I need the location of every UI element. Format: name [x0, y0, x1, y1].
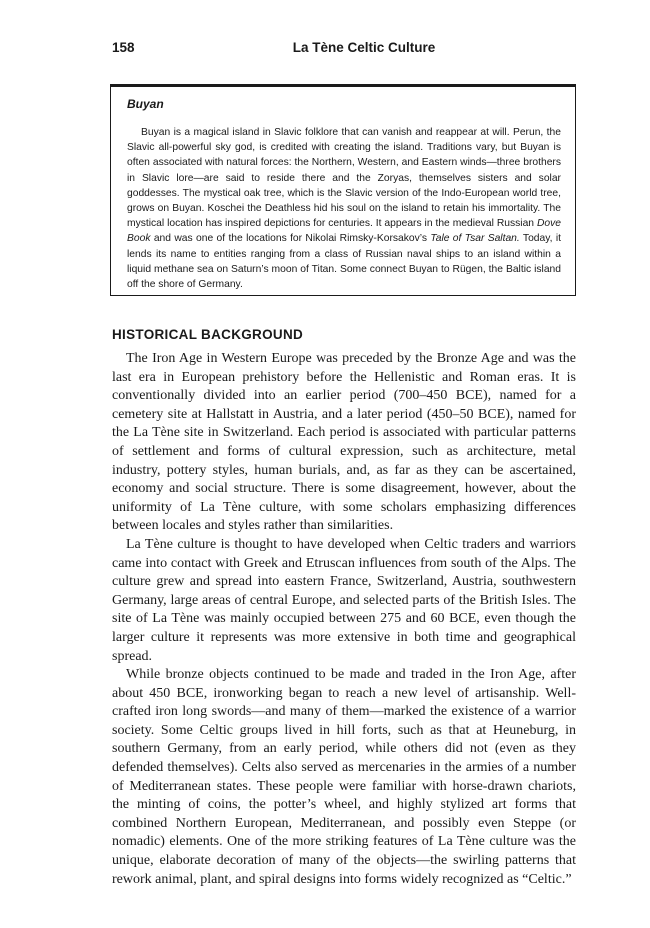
body-text: [112, 350, 576, 889]
sidebar-text-part-1: Buyan is a magical island in Slavic folklore that can vanish and reappear at will. Perun, the Slavic all-powerful sky god, is credited with creating the island. Traditions vary, but Buyan is often associated with natural forces: the Northern, Western, and Eastern winds—three brothers in Slavic lore—are said to reside there and the Zoryas, themselves sisters and solar goddesses. The mystical oak tree, which is the Slavic version of the Indo-European world tree, grows on Buyan. Koschei the Deathless hid his soul on the island to retain his immortality. The mystical location has inspired depictions for centuries. It appears in the medieval Russian: [127, 127, 561, 230]
page-number: 158: [112, 40, 135, 55]
paragraph: La Tène culture is thought to have developed when Celtic traders and warriors came into contact with Greek and Etruscan influences from south of the Alps. The culture grew and spread into eastern France, Switzerland, Austria, southwestern Germany, large areas of central Europe, and selected parts of the British Isles. The site of La Tène was mainly occupied between 275 and 60 BCE, even though the larger culture it represents was more extensive in both time and geographical spread.: [112, 536, 576, 664]
sidebar-text-part-2: and was one of the locations for Nikolai Rimsky-Korsakov’s: [150, 233, 431, 245]
sidebar-italic-tale-of-tsar-saltan: Tale of Tsar Saltan.: [430, 233, 520, 245]
sidebar-title: Buyan: [127, 97, 164, 111]
paragraph: While bronze objects continued to be made and traded in the Iron Age, after about 450 BCE, ironworking began to reach a new level of artisanship. Well-crafted iron long swords—and many of them—marked the existence of a warrior society. Some Celtic groups lived in hill forts, such as that at Heuneburg, in southern Germany, from an early period, while others did not (even as they defended themselves). Celts also served as mercenaries in the armies of a number of Mediterranean states. These people were familiar with horse-drawn chariots, the minting of coins, the potter’s wheel, and highly stylized art forms that combined Northern European, Mediterranean, and possibly even Steppe (or nomadic) elements. One of the more striking features of La Tène culture was the unique, elaborate decoration of many of the objects—the swirling patterns that rework animal, plant, and spiral designs into forms widely recognized as “Celtic.”: [112, 667, 576, 887]
page-header: [112, 40, 576, 62]
sidebar-text-part-3: Today, it lends its name to entities ranging from a class of Russian naval ships to an island within a liquid methane sea on Saturn’s moon of Titan. Some connect Buyan to Rügen, the Baltic island off the shore of Germany.: [127, 233, 561, 291]
sidebar-italic-dove-book: Dove Book: [127, 218, 561, 245]
running-title: La Tène Celtic Culture: [292, 40, 436, 55]
section-heading: HISTORICAL BACKGROUND: [112, 327, 304, 342]
sidebar-box: [110, 84, 576, 296]
sidebar-text: [127, 125, 561, 292]
paragraph: The Iron Age in Western Europe was preceded by the Bronze Age and was the last era in European prehistory before the Hellenistic and Roman eras. It is conventionally divided into an earlier period (700–450 BCE), named for a cemetery site at Hallstatt in Austria, and a later period (450–50 BCE), named for the La Tène site in Switzerland. Each period is associated with particular patterns of settlement and forms of cultural expression, such as architecture, metal industry, pottery styles, human burials, and, as far as they can be ascertained, economy and social structure. There is some disagreement, however, about the uniformity of La Tène culture, with some scholars emphasizing differences between locales and styles rather than similarities.: [112, 351, 576, 534]
